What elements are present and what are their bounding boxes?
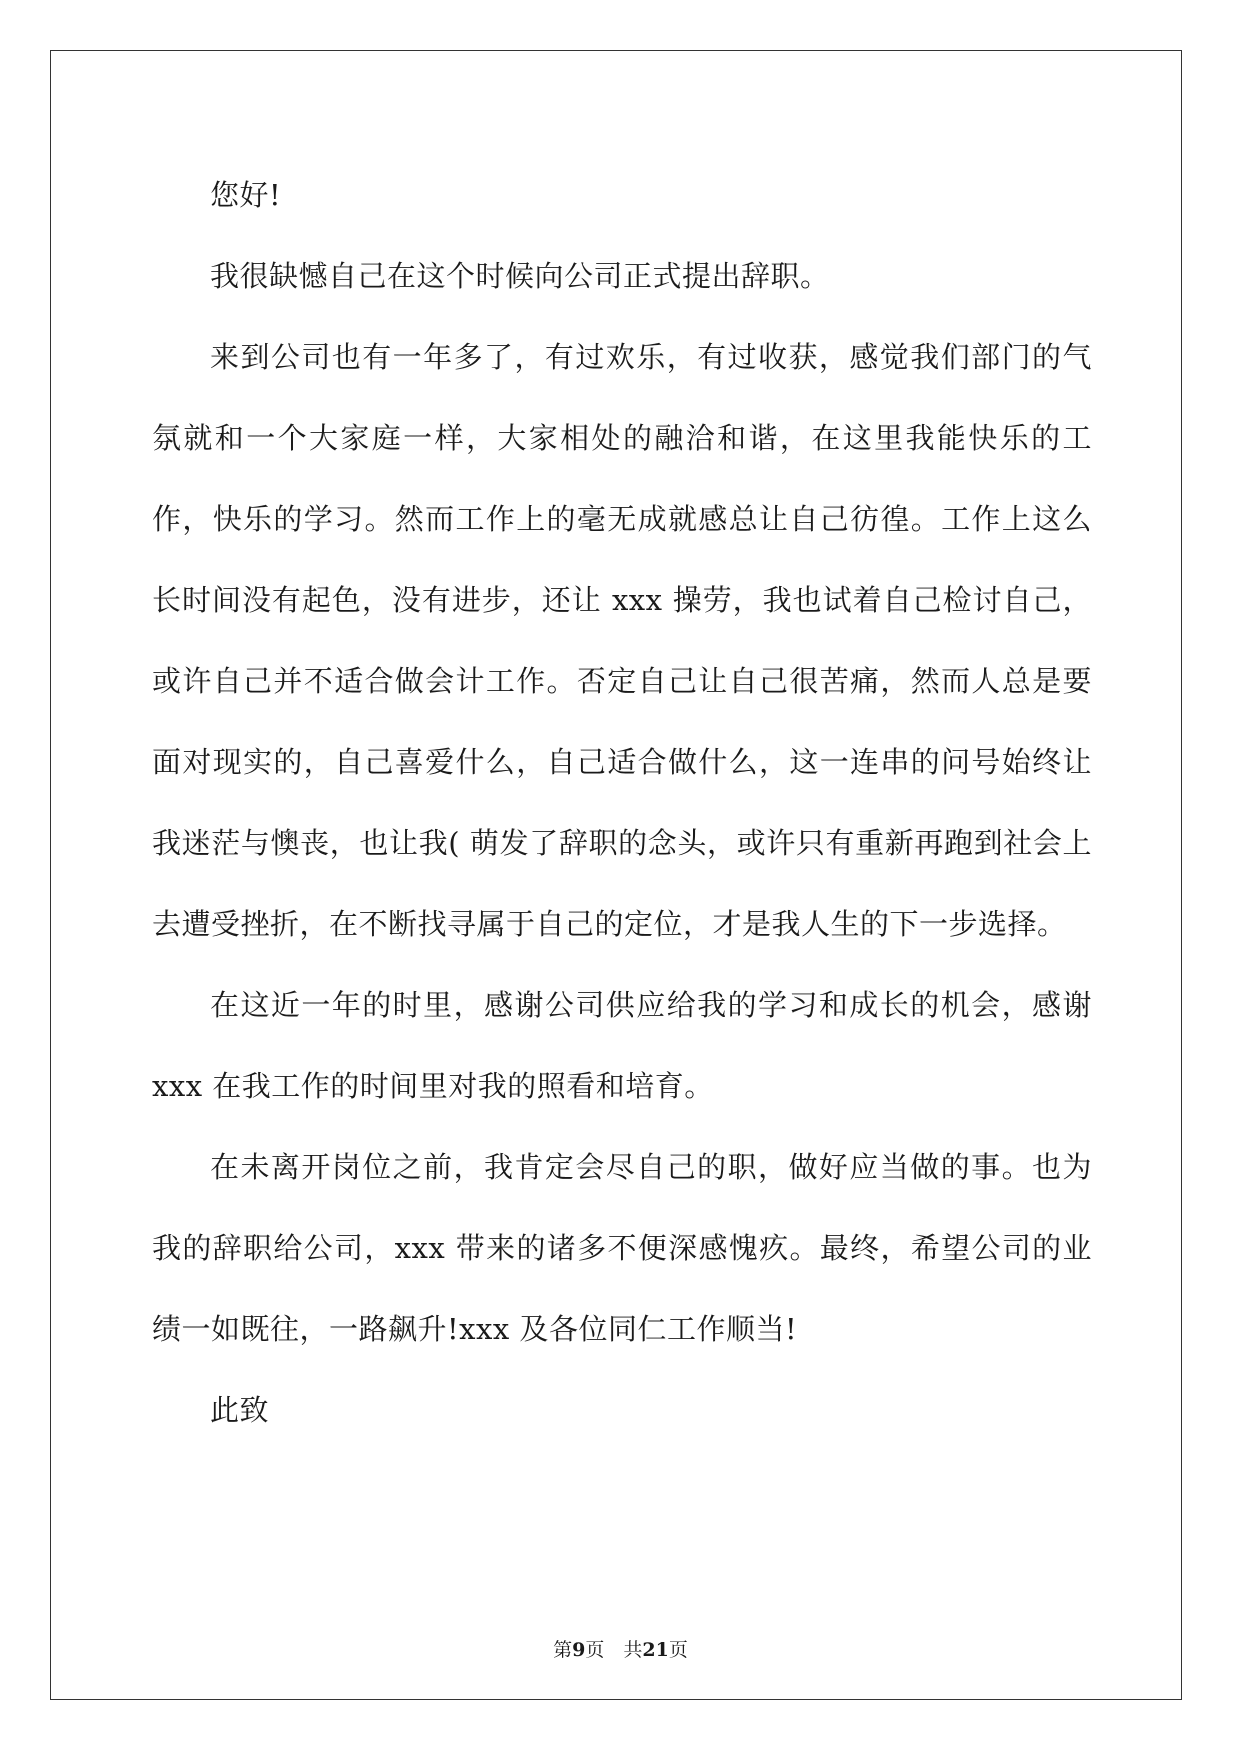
footer-total-pages: 21 (642, 1639, 669, 1661)
paragraph-thanks: 在这近一年的时里，感谢公司供应给我的学习和成长的机会，感谢 xxx 在我工作的时间里对我的照看和培育。 (152, 988, 1092, 1103)
letter-body (152, 155, 1092, 1451)
paragraph-reasons: 来到公司也有一年多了，有过欢乐，有过收获，感觉我们部门的气氛就和一个大家庭一样，大家相处的融洽和谐，在这里我能快乐的工作，快乐的学习。然而工作上的毫无成就感总让自己彷徨。工作上这么长时间没有起色，没有进步，还让 xxx 操劳，我也试着自己检讨自己，或许自己并不适合做会计工作。否定自己让自己很苦痛，然而人总是要面对现实的，自己喜爱什么，自己适合做什么，这一连串的问号始终让我迷茫与懊丧，也让我( 萌发了辞职的念头，或许只有重新再跑到社会上去遭受挫折，在不断找寻属于自己的定位，才是我人生的下一步选择。 (152, 340, 1092, 941)
paragraph-closing: 在未离开岗位之前，我肯定会尽自己的职，做好应当做的事。也为我的辞职给公司，xxx 带来的诸多不便深感愧疚。最终，希望公司的业绩一如既往，一路飙升!xxx 及各位同仁工作顺当! (152, 1150, 1092, 1346)
footer-mid: 页 共 (585, 1639, 643, 1661)
footer-page-number: 9 (572, 1639, 586, 1661)
footer-suffix: 页 (668, 1639, 688, 1661)
page-footer (0, 1638, 1241, 1662)
footer-prefix: 第 (553, 1639, 573, 1661)
paragraph-intro: 我很缺憾自己在这个时候向公司正式提出辞职。 (210, 259, 830, 293)
greeting: 您好! (210, 178, 282, 212)
salutation: 此致 (210, 1393, 270, 1427)
